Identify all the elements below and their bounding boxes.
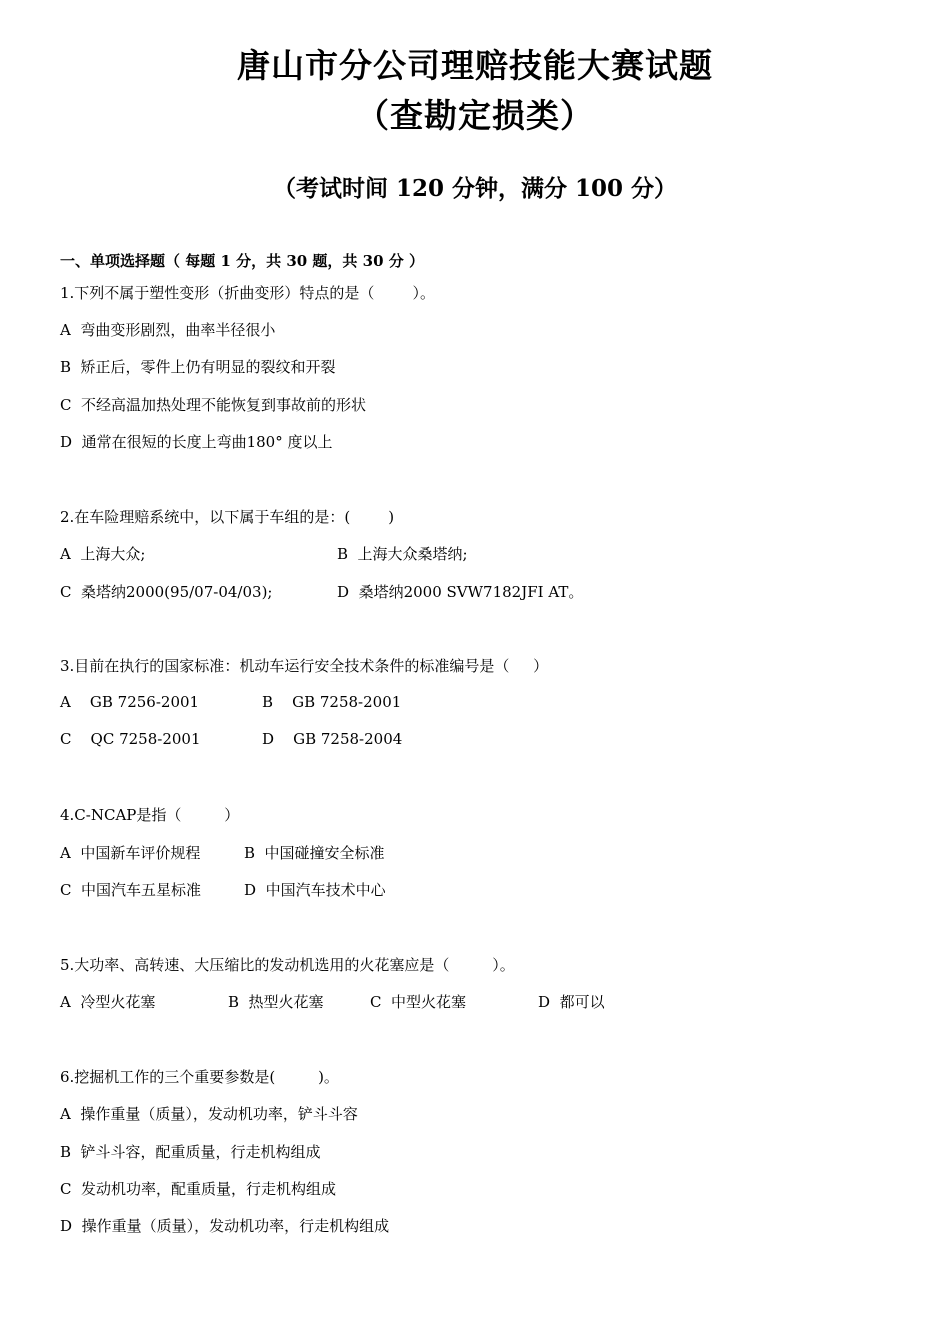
question-4-option-a: A 中国新车评价规程 [60, 844, 201, 862]
question-5-option-a: A 冷型火花塞 [60, 993, 156, 1011]
page-title-category: （查勘定损类） [356, 96, 594, 135]
question-1-option-d: D 通常在很短的长度上弯曲180° 度以上 [60, 433, 333, 451]
question-4-option-d: D 中国汽车技术中心 [244, 881, 386, 899]
question-4-stem: 4.C-NCAP是指（ ） [60, 806, 240, 824]
question-6-option-b: B 铲斗斗容，配重质量，行走机构组成 [60, 1143, 321, 1161]
question-1-option-a: A 弯曲变形剧烈，曲率半径很小 [60, 321, 276, 339]
question-3-option-b: B GB 7258-2001 [262, 693, 402, 711]
question-5-option-b: B 热型火花塞 [228, 993, 324, 1011]
question-1-stem: 1.下列不属于塑性变形（折曲变形）特点的是（ ）。 [60, 284, 435, 302]
question-1-option-b: B 矫正后，零件上仍有明显的裂纹和开裂 [60, 358, 336, 376]
section-heading: 一、单项选择题（ 每题 1 分，共 30 题，共 30 分 ） [60, 252, 424, 270]
question-2-option-b: B 上海大众桑塔纳; [337, 545, 468, 563]
question-2-option-d: D 桑塔纳2000 SVW7182JFI AT。 [337, 583, 584, 601]
question-5-option-d: D 都可以 [538, 993, 605, 1011]
question-6-option-a: A 操作重量（质量），发动机功率，铲斗斗容 [60, 1105, 358, 1123]
question-4-option-c: C 中国汽车五星标准 [60, 881, 202, 899]
question-6-option-c: C 发动机功率，配重质量，行走机构组成 [60, 1180, 337, 1198]
page-title: 唐山市分公司理赔技能大赛试题 [237, 46, 713, 85]
question-3-stem: 3.目前在执行的国家标准：机动车运行安全技术条件的标准编号是（ ） [60, 657, 549, 675]
question-2-option-a: A 上海大众; [60, 545, 146, 563]
question-5-stem: 5.大功率、高转速、大压缩比的发动机选用的火花塞应是（ ）。 [60, 956, 515, 974]
question-6-option-d: D 操作重量（质量），发动机功率，行走机构组成 [60, 1217, 390, 1235]
question-3-option-a: A GB 7256-2001 [60, 693, 200, 711]
exam-info: （考试时间 120 分钟，满分 100 分） [272, 175, 678, 202]
question-6-stem: 6.挖掘机工作的三个重要参数是( )。 [60, 1068, 339, 1086]
question-3-option-d: D GB 7258-2004 [262, 730, 403, 748]
question-2-option-c: C 桑塔纳2000(95/07-04/03); [60, 583, 273, 601]
question-3-option-c: C QC 7258-2001 [60, 730, 201, 748]
question-5-option-c: C 中型火花塞 [370, 993, 467, 1011]
question-2-stem: 2.在车险理赔系统中，以下属于车组的是：( ) [60, 508, 395, 526]
question-1-option-c: C 不经高温加热处理不能恢复到事故前的形状 [60, 396, 367, 414]
question-4-option-b: B 中国碰撞安全标准 [244, 844, 385, 862]
